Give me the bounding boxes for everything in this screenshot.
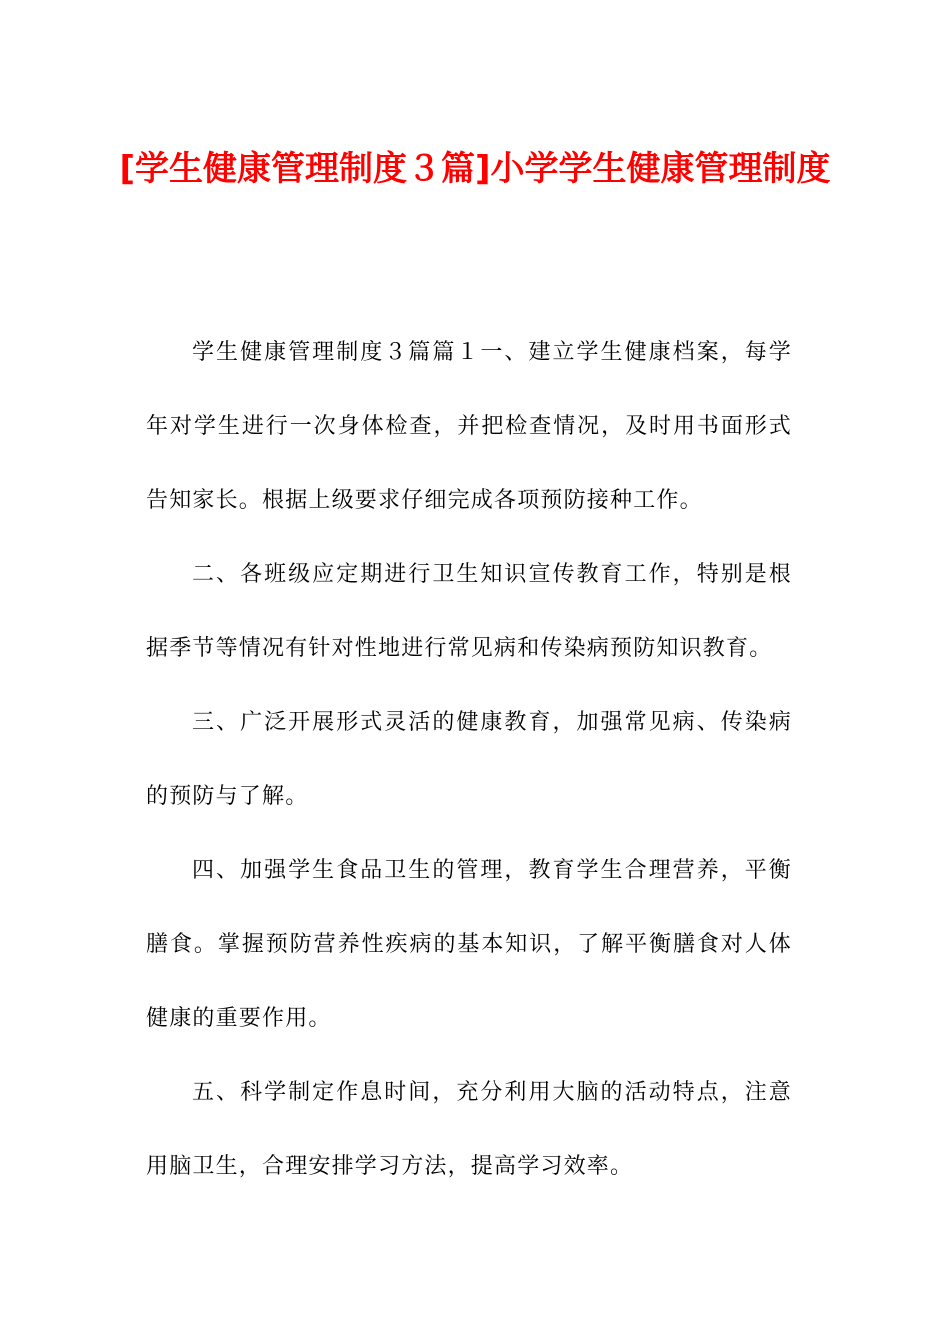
paragraph-3: 三、广泛开展形式灵活的健康教育，加强常见病、传染病的预防与了解。 — [146, 710, 792, 809]
document-title: [学生健康管理制度３篇]小学学生健康管理制度 — [119, 149, 831, 189]
paragraph-4: 四、加强学生食品卫生的管理，教育学生合理营养，平衡膳食。掌握预防营养性疾病的基本知识，了解平衡膳食对人体健康的重要作用。 — [146, 858, 792, 1031]
paragraph-2: 二、各班级应定期进行卫生知识宣传教育工作，特别是根据季节等情况有针对性地进行常见病和传染病预防知识教育。 — [146, 562, 792, 661]
paragraph-1: 学生健康管理制度３篇篇１一、建立学生健康档案，每学年对学生进行一次身体检查，并把检查情况，及时用书面形式告知家长。根据上级要求仔细完成各项预防接种工作。 — [146, 340, 792, 513]
paragraph-5: 五、科学制定作息时间，充分利用大脑的活动特点，注意用脑卫生，合理安排学习方法，提高学习效率。 — [146, 1080, 792, 1179]
